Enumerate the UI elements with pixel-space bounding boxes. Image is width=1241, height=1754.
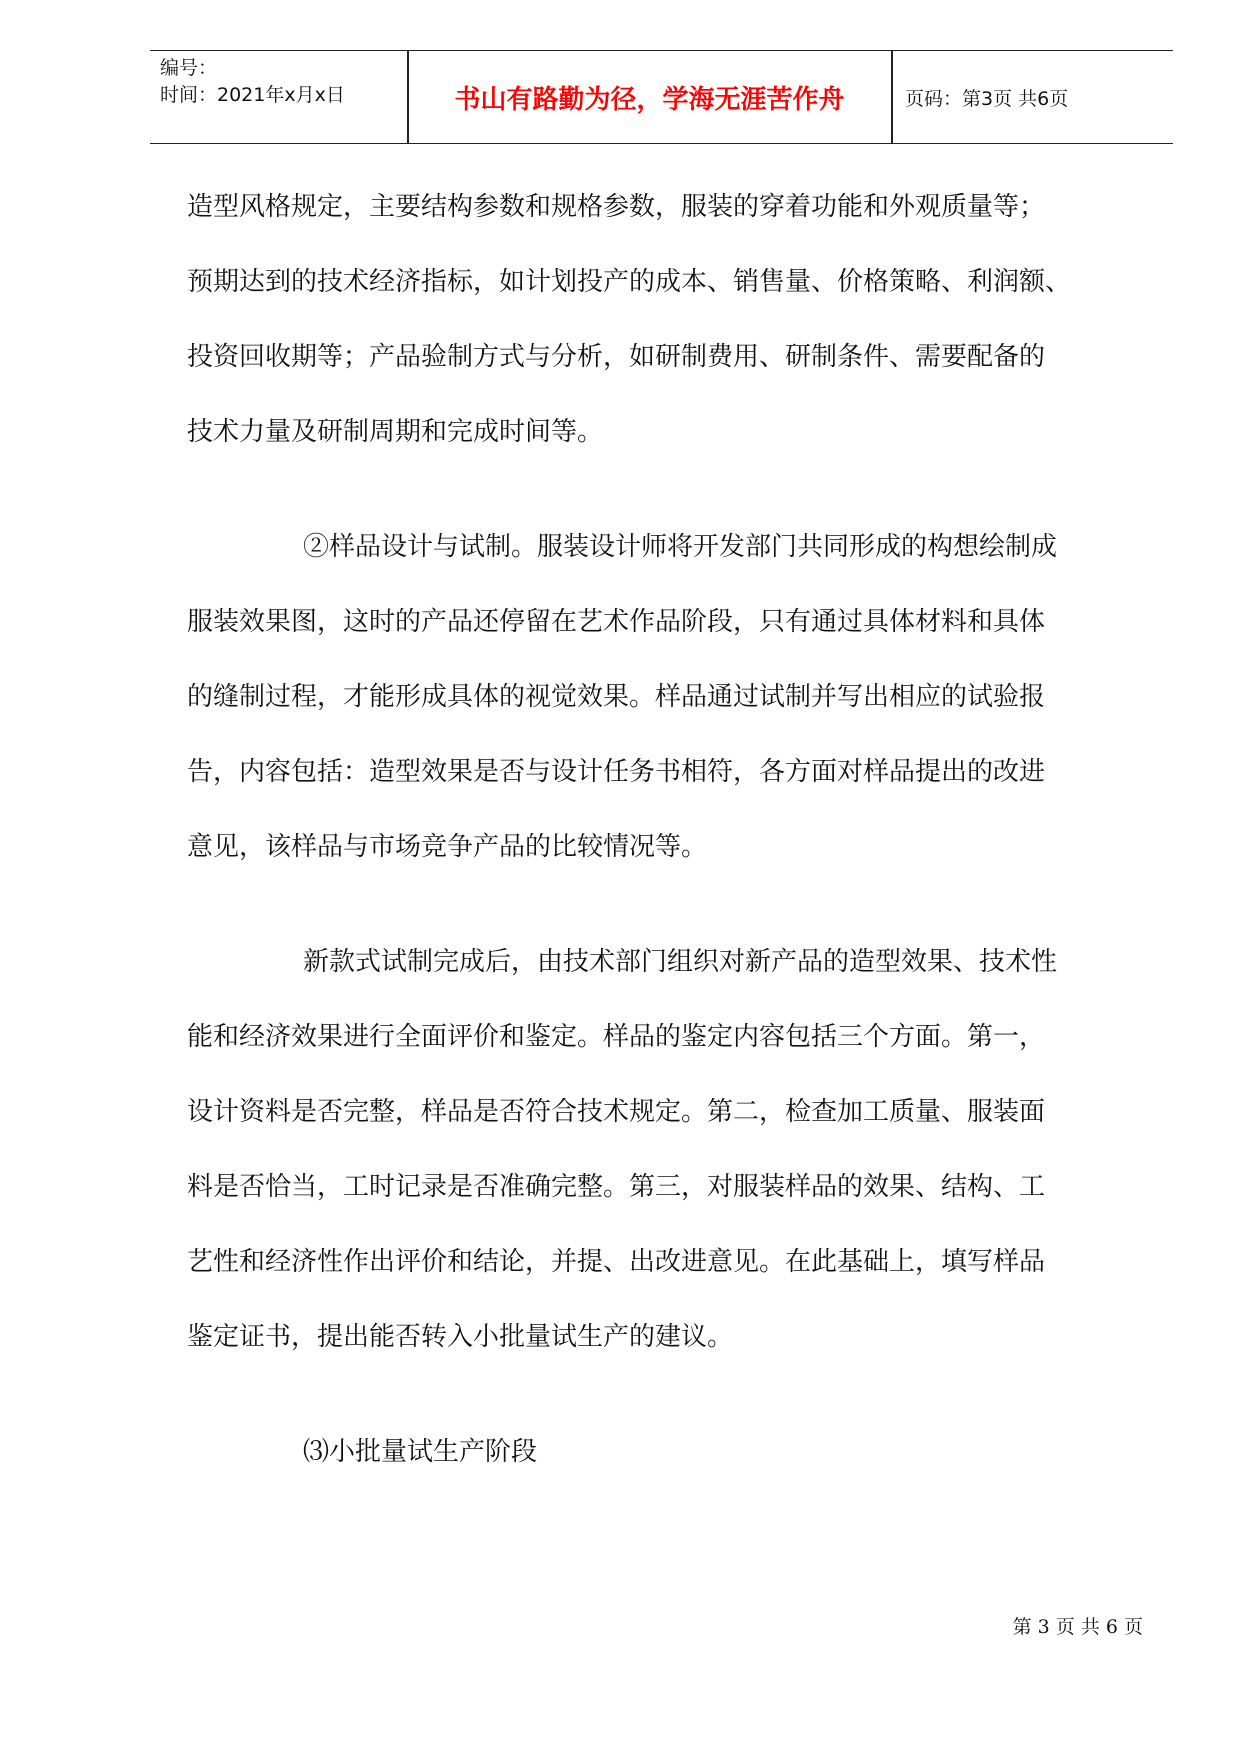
paragraph-line: 预期达到的技术经济指标，如计划投产的成本、销售量、价格策略、利润额、 bbox=[187, 267, 1072, 297]
paragraph-line: 技术力量及研制周期和完成时间等。 bbox=[187, 417, 604, 447]
paragraph-line: 服装效果图，这时的产品还停留在艺术作品阶段，只有通过具体材料和具体 bbox=[187, 607, 1046, 637]
header-meta bbox=[160, 55, 345, 109]
header-motto: 书山有路勤为径，学海无涯苦作舟 bbox=[454, 84, 845, 115]
page-footer: 第 3 页 共 6 页 bbox=[1012, 1616, 1143, 1638]
paragraph-line: 造型风格规定，主要结构参数和规格参数，服装的穿着功能和外观质量等； bbox=[187, 192, 1046, 222]
paragraph-line: 艺性和经济性作出评价和结论，并提、出改进意见。在此基础上，填写样品 bbox=[187, 1247, 1046, 1277]
document-number-label: 编号： bbox=[160, 57, 218, 79]
section-heading-text: ⑶小批量试生产阶段 bbox=[303, 1437, 538, 1467]
paragraph-line: 能和经济效果进行全面评价和鉴定。样品的鉴定内容包括三个方面。第一， bbox=[187, 1022, 1046, 1052]
body-paragraph bbox=[187, 510, 1177, 885]
paragraph-line: 意见，该样品与市场竞争产品的比较情况等。 bbox=[187, 832, 708, 862]
paragraph-line: 的缝制过程，才能形成具体的视觉效果。样品通过试制并写出相应的试验报 bbox=[187, 682, 1046, 712]
section-heading bbox=[187, 1415, 1177, 1490]
paragraph-line: 鉴定证书，提出能否转入小批量试生产的建议。 bbox=[187, 1322, 734, 1352]
page-header bbox=[150, 50, 1173, 144]
header-page-number: 页码：第3页 共6页 bbox=[905, 87, 1069, 110]
body-paragraph bbox=[187, 170, 1177, 470]
paragraph-line: ②样品设计与试制。服装设计师将开发部门共同形成的构想绘制成 bbox=[303, 532, 1058, 562]
paragraph-line: 料是否恰当，工时记录是否准确完整。第三，对服装样品的效果、结构、工 bbox=[187, 1172, 1046, 1202]
body-paragraph bbox=[187, 925, 1177, 1375]
paragraph-line: 新款式试制完成后，由技术部门组织对新产品的造型效果、技术性 bbox=[303, 947, 1058, 977]
document-body bbox=[187, 170, 1177, 1490]
paragraph-line: 投资回收期等；产品验制方式与分析，如研制费用、研制条件、需要配备的 bbox=[187, 342, 1046, 372]
paragraph-line: 设计资料是否完整，样品是否符合技术规定。第二，检查加工质量、服装面 bbox=[187, 1097, 1046, 1127]
paragraph-line: 告，内容包括：造型效果是否与设计任务书相符，各方面对样品提出的改进 bbox=[187, 757, 1046, 787]
header-divider bbox=[891, 51, 893, 143]
document-time-label: 时间：2021年x月x日 bbox=[160, 84, 345, 106]
